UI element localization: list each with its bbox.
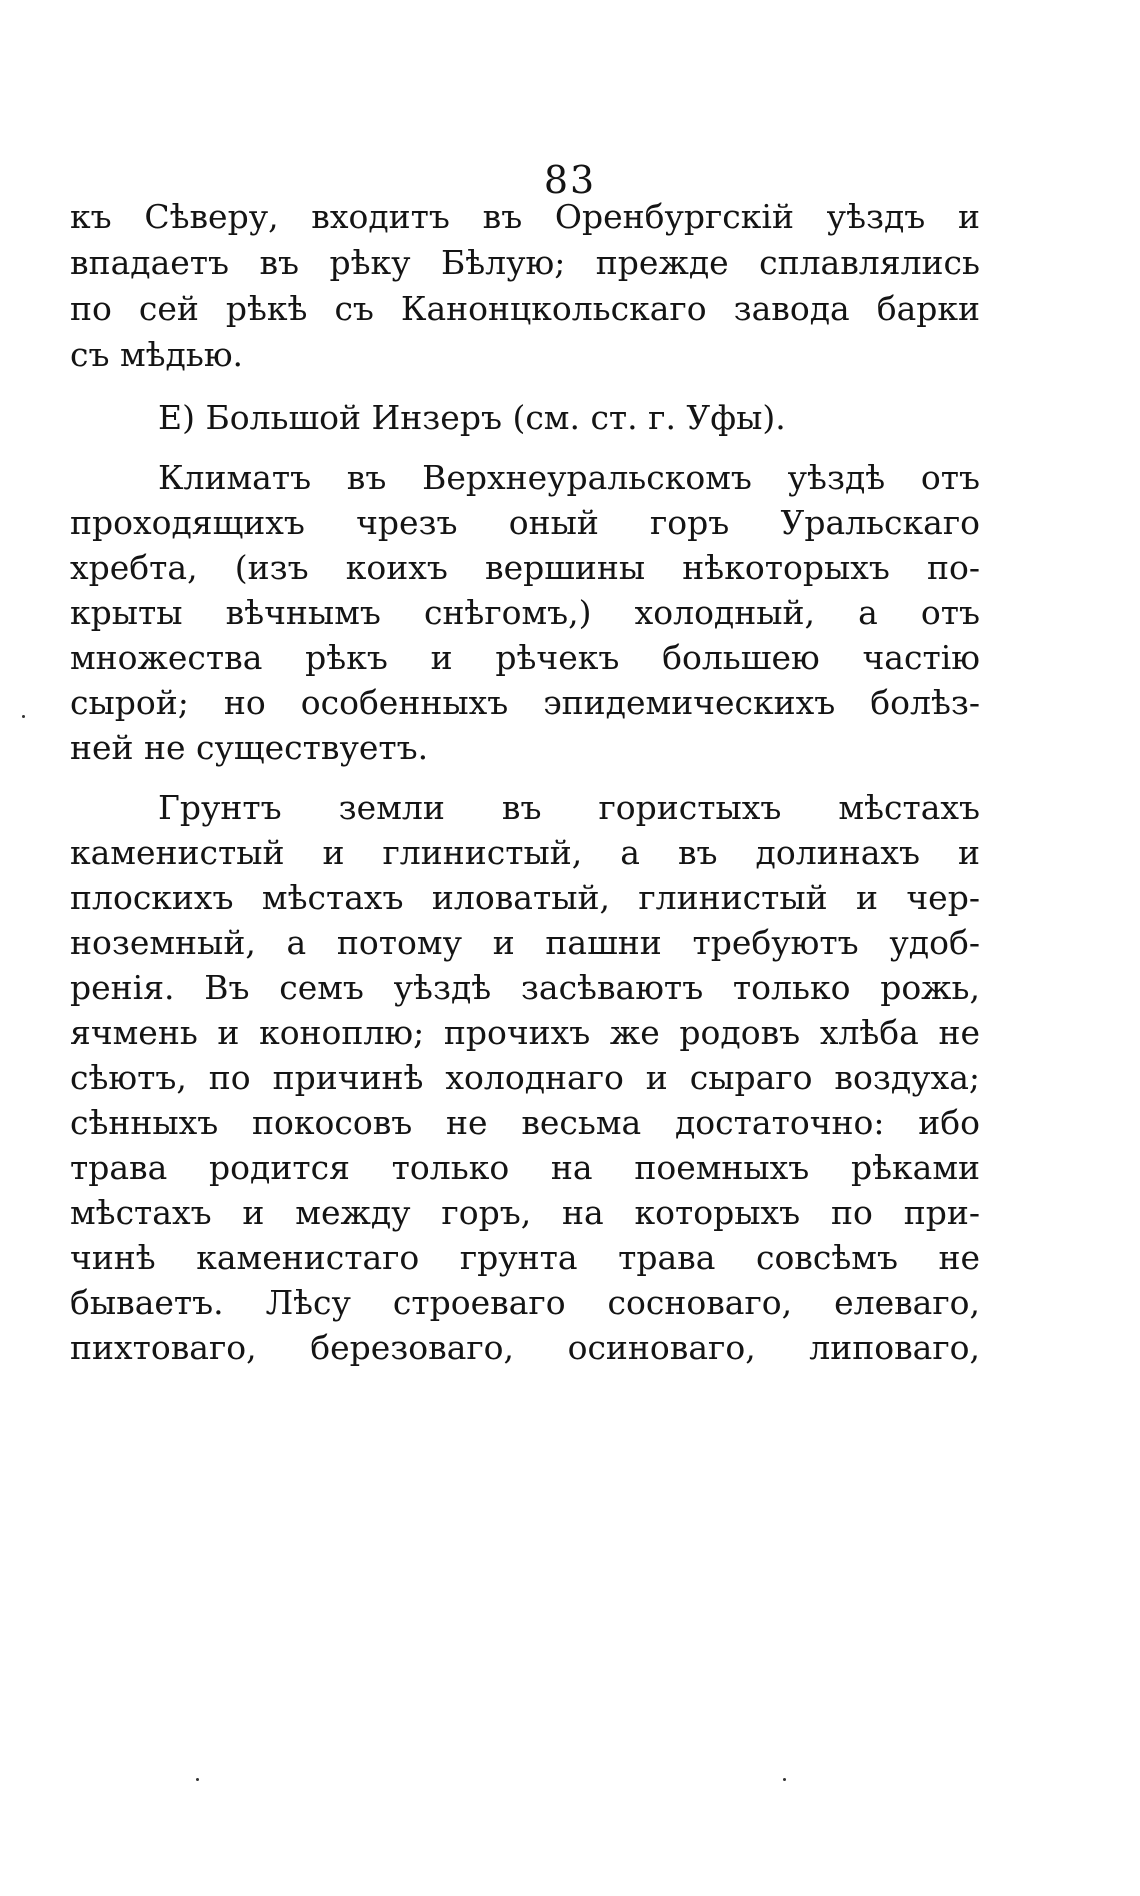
climate-line-1: Климатъ въ Верхнеуральскомъ уѣздѣ отъ [158, 458, 980, 497]
continuation-line-3: по сей рѣкѣ съ Канонцкольскаго завода барки [70, 289, 980, 328]
soil-line-2: каменистый и глинистый, а въ долинахъ и [70, 833, 980, 872]
climate-line-6: сырой; но особенныхъ эпидемическихъ болѣз- [70, 683, 980, 722]
climate-line-3: хребта, (изъ коихъ вершины нѣкоторыхъ по- [70, 548, 980, 587]
climate-line-2: проходящихъ чрезъ оный горъ Уральскаго [70, 503, 980, 542]
continuation-line-1: къ Сѣверу, входитъ въ Оренбургскій уѣздъ и [70, 197, 980, 236]
soil-line-13: пихтоваго, березоваго, осиноваго, липоваго, [70, 1328, 980, 1367]
scan-speck [783, 1778, 786, 1781]
page-number: 83 [543, 158, 597, 202]
section-heading-e: Е) Большой Инзеръ (см. ст. г. Уфы). [158, 398, 786, 437]
soil-line-9: трава родится только на поемныхъ рѣками [70, 1148, 980, 1187]
climate-line-7: ней не существуетъ. [70, 728, 429, 767]
scan-speck [22, 715, 25, 718]
soil-line-4: ноземный, а потому и пашни требуютъ удоб- [70, 923, 980, 962]
scan-speck [196, 1778, 199, 1781]
soil-line-10: мѣстахъ и между горъ, на которыхъ по при- [70, 1193, 980, 1232]
soil-line-8: сѣнныхъ покосовъ не весьма достаточно: ибо [70, 1103, 980, 1142]
continuation-line-4: съ мѣдью. [70, 335, 244, 374]
soil-line-1: Грунтъ земли въ гористыхъ мѣстахъ [158, 788, 980, 827]
soil-line-3: плоскихъ мѣстахъ иловатый, глинистый и чер- [70, 878, 980, 917]
soil-line-7: сѣютъ, по причинѣ холоднаго и сыраго воздуха; [70, 1058, 980, 1097]
soil-line-5: ренія. Въ семъ уѣздѣ засѣваютъ только рожь, [70, 968, 980, 1007]
soil-line-11: чинѣ каменистаго грунта трава совсѣмъ не [70, 1238, 980, 1277]
continuation-line-2: впадаетъ въ рѣку Бѣлую; прежде сплавлялись [70, 243, 980, 282]
climate-line-4: крыты вѣчнымъ снѣгомъ,) холодный, а отъ [70, 593, 980, 632]
climate-line-5: множества рѣкъ и рѣчекъ большею частію [70, 638, 980, 677]
soil-line-12: бываетъ. Лѣсу строеваго сосноваго, елеваго, [70, 1283, 980, 1322]
soil-line-6: ячмень и коноплю; прочихъ же родовъ хлѣба не [70, 1013, 980, 1052]
